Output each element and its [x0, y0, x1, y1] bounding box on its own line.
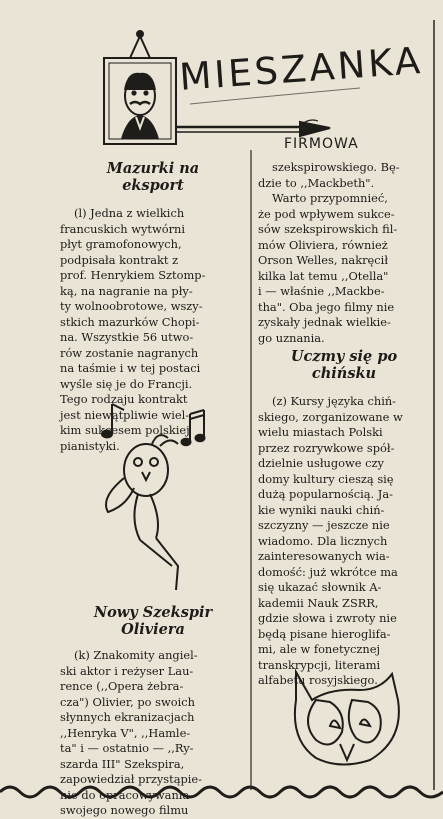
article-line: wiadomo. Dla licznych — [258, 533, 388, 548]
article-body — [60, 648, 246, 819]
article-line: kim sukcesem polskiej — [60, 423, 190, 437]
article-line: cza") Olivier, po swoich — [60, 694, 195, 709]
article-line: płyt gramofonowych, — [60, 237, 182, 251]
article-line: wyśle się je do Francji. — [60, 376, 193, 391]
article-line: swojego nowego filmu — [60, 803, 189, 817]
article-line: ,,Henryka V", ,,Hamle- — [60, 725, 191, 740]
article-line: ski aktor i reżyser Lau- — [60, 663, 194, 678]
article-line: dzie to ,,Mackbeth". — [258, 175, 375, 190]
article-line: ką, na nagranie na pły- — [60, 283, 193, 298]
article-line: Orson Welles, nakręcił — [258, 253, 389, 267]
section-title: MIESZANKA — [178, 38, 425, 99]
article-szekspir-continued — [258, 160, 430, 346]
article-line: ta" i — ostatnio — ,,Ry- — [60, 741, 194, 755]
article-line: sów szekspirowskich fil- — [258, 222, 398, 236]
article-line: (l) Jedna z wielkich — [74, 206, 185, 220]
article-line: dzielnie usługowe czy — [258, 456, 384, 470]
article-line: Warto przypomnieć, — [272, 191, 388, 205]
article-mazurki — [60, 160, 246, 454]
article-line: gdzie słowa i zwroty nie — [258, 611, 397, 625]
article-line: kilka lat temu ,,Otella" — [258, 268, 389, 283]
article-line: skiego, zorganizowane w — [258, 409, 403, 424]
article-line: alfabetu rosyjskiego. — [258, 673, 378, 687]
article-line: że pod wpływem sukce- — [258, 206, 395, 221]
article-line: pianistyki. — [60, 438, 120, 453]
article-line: zapowiedział przystąpie- — [60, 772, 203, 786]
article-body — [258, 160, 430, 346]
article-line: Tego rodzaju kontrakt — [60, 392, 188, 406]
article-headline: Uczmy się po chińsku — [290, 348, 398, 382]
article-line: podpisała kontrakt z — [60, 252, 179, 267]
article-line: przez rozrywkowe spół- — [258, 440, 395, 455]
article-line: kademii Nauk ZSRR, — [258, 595, 379, 610]
article-line: na taśmie i w tej postaci — [60, 361, 201, 375]
article-line: ty wolnoobrotowe, wszy- — [60, 299, 203, 313]
article-line: szarda III" Szekspira, — [60, 756, 185, 771]
article-line: wielu miastach Polski — [258, 425, 383, 439]
article-body — [258, 394, 430, 689]
article-line: domy kultury cieszą się — [258, 471, 394, 486]
article-chinski — [258, 348, 430, 689]
article-line: jest niewątpliwie wiel- — [60, 407, 190, 422]
section-subtitle: FIRMOWA — [284, 136, 359, 152]
article-line: kie wyniki nauki chiń- — [258, 502, 385, 517]
article-line: będą pisane hieroglifa- — [258, 626, 391, 641]
article-line: się ukazać słownik A- — [258, 580, 382, 594]
article-line: szczyzny — jeszcze nie — [258, 518, 390, 532]
article-line: zainteresowanych wia- — [258, 549, 390, 563]
article-line: transkrypcji, literami — [258, 657, 381, 672]
article-body — [60, 206, 246, 454]
article-headline: Mazurki na eksport — [106, 160, 200, 194]
article-line: szekspirowskiego. Bę- — [272, 160, 400, 174]
article-line: dużą popularnością. Ja- — [258, 487, 393, 501]
article-line: stkich mazurków Chopi- — [60, 314, 200, 329]
article-line: prof. Henrykiem Sztomp- — [60, 268, 206, 282]
article-line: zyskały jednak wielkie- — [258, 315, 391, 329]
article-line: go uznania. — [258, 330, 325, 345]
article-line: słynnych ekranizacjach — [60, 710, 195, 724]
article-line: nie do opracowywania — [60, 787, 190, 802]
article-line: rence (,,Opera żebra- — [60, 679, 184, 693]
article-line: i — właśnie ,,Mackbe- — [258, 284, 385, 298]
article-line: (k) Znakomity angiel- — [74, 648, 198, 662]
article-line: mów Oliviera, również — [258, 237, 388, 252]
article-line: mi, ale w fonetycznej — [258, 642, 381, 656]
article-line: na. Wszystkie 56 utwo- — [60, 330, 194, 344]
article-line: francuskich wytwórni — [60, 221, 186, 236]
article-headline: Nowy Szekspir Oliviera — [93, 604, 213, 638]
article-szekspir — [60, 604, 246, 819]
article-line: rów zostanie nagranych — [60, 345, 199, 360]
article-line: tha". Oba jego filmy nie — [258, 299, 395, 314]
article-line: (z) Kursy języka chiń- — [272, 394, 397, 408]
article-line: domość: już wkrótce ma — [258, 564, 398, 579]
